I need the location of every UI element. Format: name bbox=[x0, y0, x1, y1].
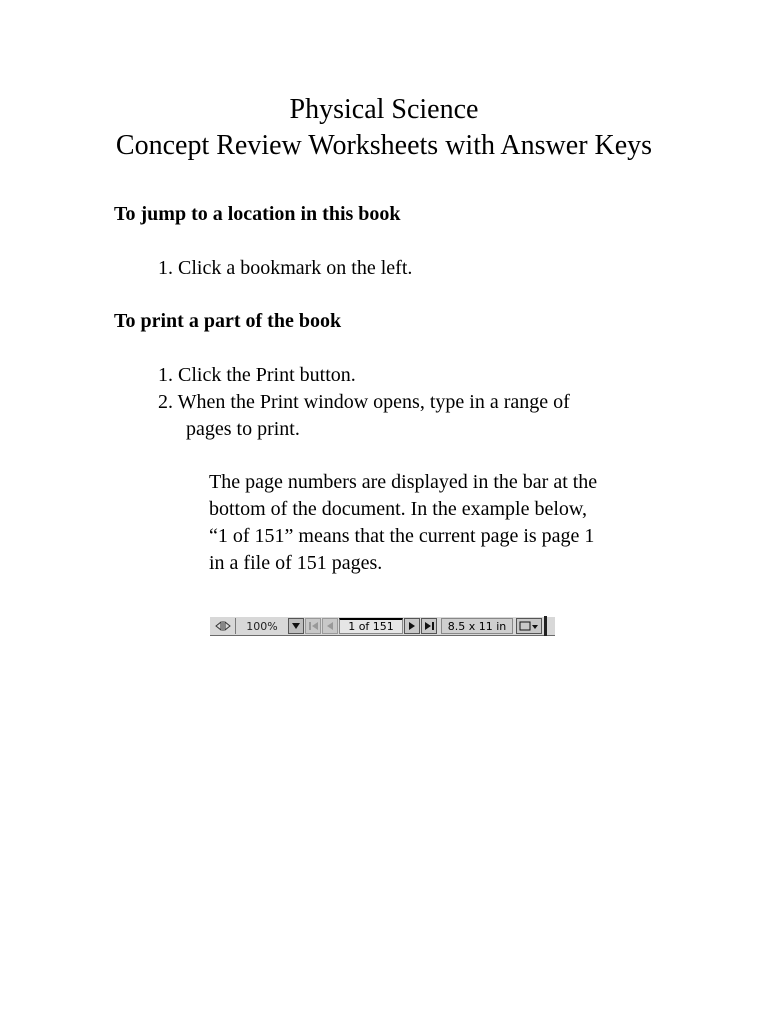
jump-step-1: 1. Click a bookmark on the left. bbox=[158, 257, 413, 279]
document-title bbox=[0, 92, 768, 164]
print-step-2: 2. When the Print window opens, type in a range of bbox=[158, 391, 570, 413]
print-section-heading: To print a part of the book bbox=[114, 310, 342, 332]
print-step-1: 1. Click the Print button. bbox=[158, 364, 356, 386]
title-line-2: Concept Review Worksheets with Answer Keys bbox=[115, 130, 653, 161]
page-size: 8.5 x 11 in bbox=[441, 618, 513, 634]
pane-toggle-icon bbox=[210, 618, 236, 634]
prev-page-icon bbox=[322, 618, 338, 634]
title-line-1: Physical Science bbox=[289, 94, 479, 125]
explanation-line-4: in a file of 151 pages. bbox=[209, 552, 383, 574]
explanation-line-1: The page numbers are displayed in the bar at the bbox=[209, 471, 598, 493]
first-page-icon bbox=[305, 618, 321, 634]
status-bar-edge bbox=[544, 616, 547, 636]
page-indicator: 1 of 151 bbox=[339, 618, 403, 634]
example-status-bar bbox=[210, 616, 555, 636]
page-view-icon bbox=[516, 618, 542, 634]
explanation-paragraph bbox=[209, 469, 679, 577]
chevron-down-icon bbox=[288, 618, 304, 634]
explanation-line-3: “1 of 151” means that the current page is page 1 bbox=[209, 525, 595, 547]
jump-section-heading: To jump to a location in this book bbox=[114, 203, 401, 225]
zoom-level: 100% bbox=[246, 619, 278, 633]
last-page-icon bbox=[421, 618, 437, 634]
print-step-2-continuation: pages to print. bbox=[186, 418, 300, 440]
explanation-line-2: bottom of the document. In the example below, bbox=[209, 498, 588, 520]
next-page-icon bbox=[404, 618, 420, 634]
